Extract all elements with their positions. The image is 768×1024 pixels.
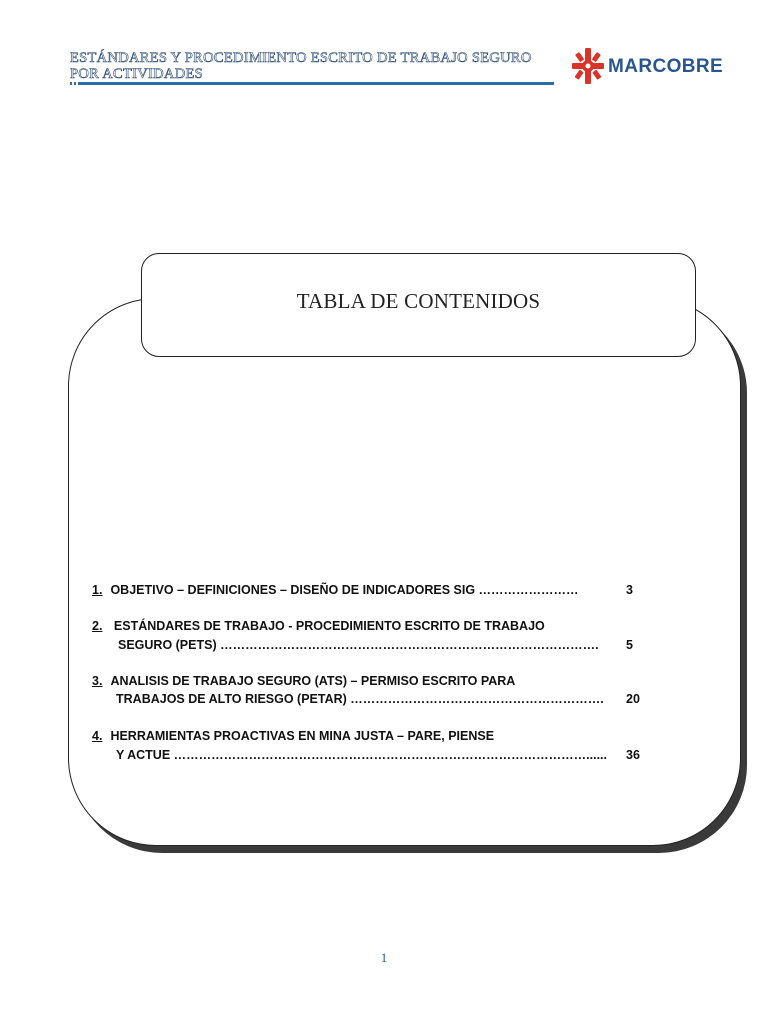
page-number: 1 [380, 950, 388, 965]
toc-frame [68, 298, 741, 846]
logo-wordmark: MARCOBRE [608, 56, 724, 77]
toc-item-page: 20 [626, 692, 640, 706]
toc-item-text: ESTÁNDARES DE TRABAJO - PROCEDIMIENTO ESCRITO DE TRABAJO [110, 619, 545, 633]
toc-item-1[interactable] [92, 583, 579, 597]
toc-title-box [141, 253, 696, 357]
toc-item-2[interactable] [92, 619, 545, 633]
header-title-line-2: POR ACTIVIDADES [70, 66, 203, 82]
toc-item-text: OBJETIVO – DEFINICIONES – DISEÑO DE INDICADORES SIG …………………… [110, 583, 579, 597]
toc-item-3[interactable] [92, 674, 515, 688]
header-rule-dots [70, 82, 80, 85]
toc-item-page: 36 [626, 748, 640, 762]
marcobre-logo [571, 44, 746, 88]
toc-item-2-continuation: SEGURO (PETS) ………………………………………………………………………………. [118, 638, 599, 652]
toc-item-text: HERRAMIENTAS PROACTIVAS EN MINA JUSTA – PARE, PIENSE [110, 729, 495, 743]
toc-title: TABLA DE CONTENIDOS [296, 289, 541, 313]
toc-item-number: 1. [92, 583, 103, 597]
document-header-title [70, 50, 570, 82]
toc-item-number: 3. [92, 674, 103, 688]
marcobre-emblem-icon [571, 46, 605, 86]
toc-item-number: 4. [92, 729, 103, 743]
toc-item-3-continuation: TRABAJOS DE ALTO RIESGO (PETAR) ……………………………………………………. [116, 692, 604, 706]
toc-item-4[interactable] [92, 729, 494, 743]
header-title-line-1: ESTÁNDARES Y PROCEDIMIENTO ESCRITO DE TRABAJO SEGURO [70, 50, 532, 66]
header-rule [80, 82, 554, 85]
toc-item-page: 3 [626, 583, 633, 597]
toc-item-number: 2. [92, 619, 103, 633]
toc-item-page: 5 [626, 638, 633, 652]
toc-item-4-continuation: Y ACTUE ………………………………………………………………………………………...... [116, 748, 607, 762]
toc-item-text: ANALISIS DE TRABAJO SEGURO (ATS) – PERMISO ESCRITO PARA [110, 674, 516, 688]
